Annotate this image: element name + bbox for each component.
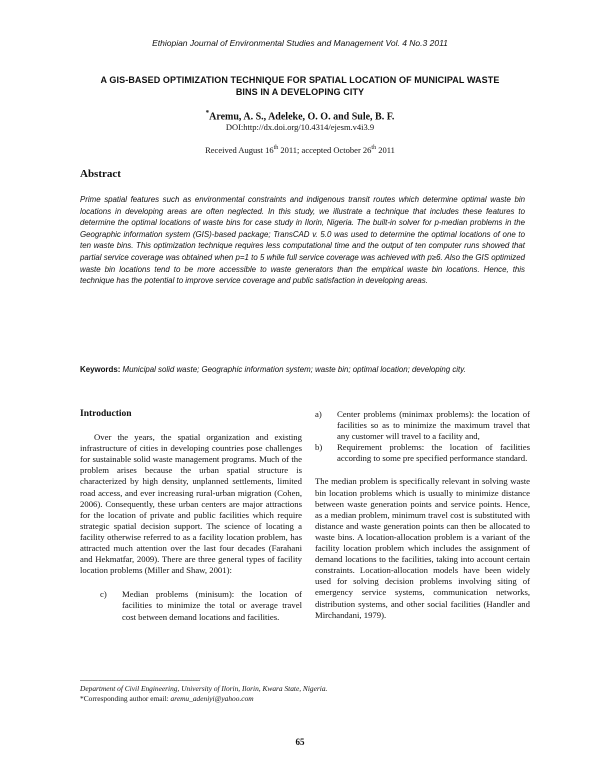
list-marker: c) (100, 589, 107, 600)
abstract-body: Prime spatial features such as environmental constraints and indigenous transit routes which determine optimal waste bin locations in developing areas are often neglected. In this study, we illustrate a technique that includes these features to determine the optimal locations of waste bins for case study in Ilorin, Nigeria. The built-in solver for p-median problems in the Geographic information system (GIS)-based package; TransCAD v. 5.0 was used to determine the optimal locations of one to ten waste bins. This optimization technique requires less computational time and the output of ten computer runs showed that partial service coverage was obtained when p=1 to 5 while full service coverage was achieved with p≥6. Also the GIS optimized waste bin locations tend to be more accessible to waste generators than the empirical waste bin locations. Hence, this technique has the potential to improve service coverage and public satisfaction in developing areas. (80, 195, 525, 286)
received-dates (0, 145, 600, 155)
footnote-divider (80, 680, 200, 681)
abstract-heading: Abstract (80, 168, 121, 180)
list-marker: a) (315, 409, 322, 419)
doi-link[interactable]: DOI:http://dx.doi.org/10.4314/ejesm.v4i3.9 (225, 122, 375, 132)
page-number: 65 (295, 737, 305, 747)
author-names: Aremu, A. S., Adeleke, O. O. and Sule, B. F. (209, 111, 395, 123)
accepted-sup: th (371, 145, 377, 152)
problem-list-right (315, 409, 530, 464)
right-column (315, 409, 530, 621)
affiliation: Department of Civil Engineering, University of Ilorin, Ilorin, Kwara State, Nigeria. (80, 684, 328, 693)
median-problem-paragraph: The median problem is specifically relevant in solving waste bin location problems which is usually to minimize distance between waste generation points and service points. Hence, as a median problem, minimum travel cost is substituted with distance and waste generation points can then be allocated to waste bins. A location-allocation problem is a variant of the facility location problem which includes the assignment of demand locations to the facilities, taking into account certain constraints. Location-allocation models have been widely used for solving decision problems involving siting of emergency service systems, communication networks, distribution systems, and other social facilities (Handler and Mirchandani, 1979). (315, 476, 530, 620)
paper-title: A GIS-BASED OPTIMIZATION TECHNIQUE FOR SPATIAL LOCATION OF MUNICIPAL WASTE BINS IN A DEVELOPING CITY (100, 75, 500, 97)
left-column (80, 409, 302, 623)
corresponding-author-mark: * (205, 109, 210, 117)
list-item-text: Median problems (minisum): the location of facilities to minimize the total or average travel cost between demand locations and facilities. (122, 589, 302, 622)
introduction-heading: Introduction (80, 409, 132, 419)
corresponding-email-line (80, 694, 525, 704)
received-sup: th (273, 145, 279, 152)
list-item (100, 589, 302, 622)
list-item (315, 442, 530, 464)
author-list (0, 109, 600, 122)
footnote (80, 684, 525, 704)
keywords-text: Municipal solid waste; Geographic information system; waste bin; optimal location; developing city. (120, 365, 466, 374)
intro-paragraph: Over the years, the spatial organization and existing infrastructure of cities in developing countries pose challenges for sustainable solid waste management programs. Much of the problem arises because the urban spatial structure is characterized by high density, unplanned settlements, limited road access, and ever increasing rural-urban migration (Cohen, 2006). Consequently, these urban centers are major attractions for the location of private and public facilities which require strategic spatial decision support. The science of locating a facility otherwise referred to as a facility location problem, has attracted much attention over the last four decades (Farahani and Hekmatfar, 2009). There are three general types of facility location problems (Miller and Shaw, 2001): (80, 432, 302, 576)
year-text: 2011 (376, 145, 395, 155)
keywords (80, 364, 525, 376)
list-item-text: Requirement problems: the location of facilities according to some pre specified performance standard. (337, 442, 530, 464)
corresponding-label: *Corresponding author email: (80, 694, 169, 703)
accepted-text: 2011; accepted October 26 (278, 145, 372, 155)
author-email[interactable]: aremu_adeniyi@yahoo.com (168, 694, 254, 703)
keywords-label: Keywords: (80, 365, 121, 374)
list-item-text: Center problems (minimax problems): the location of facilities so as to minimize the maximum travel that any customer will travel to a facility and, (337, 409, 530, 442)
list-item (315, 409, 530, 442)
list-marker: b) (315, 442, 323, 453)
problem-list-left (80, 589, 302, 622)
journal-header: Ethiopian Journal of Environmental Studies and Management Vol. 4 No.3 2011 (152, 38, 448, 48)
received-text: Received August 16 (205, 145, 274, 155)
